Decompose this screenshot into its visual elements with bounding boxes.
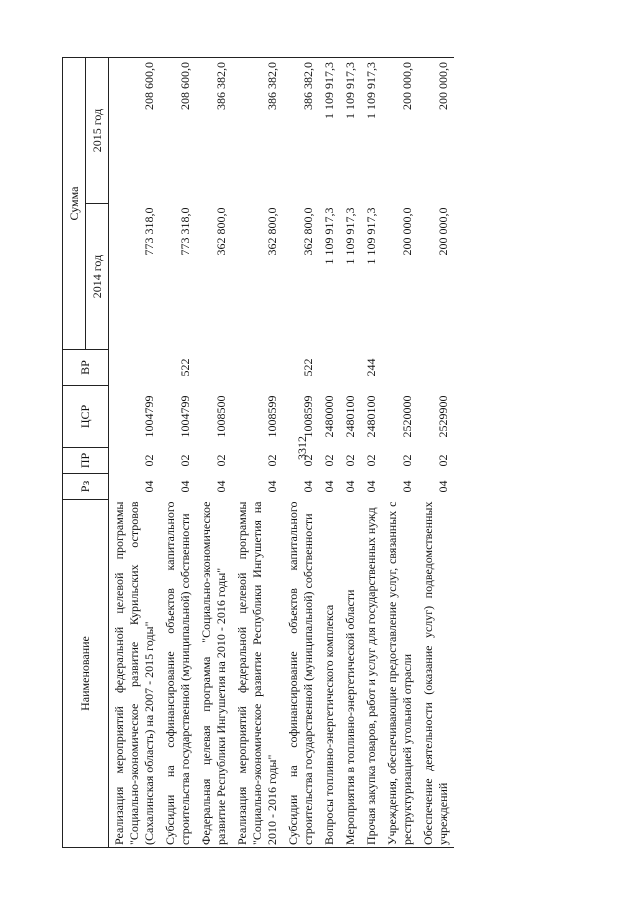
table-row [319,57,340,847]
cell-rz: 04 [265,480,279,493]
cell-y2014: 773 318,0 [142,207,156,256]
cell-csr: 1004799 [142,395,156,438]
table-row [232,57,283,847]
cell-y2014: 362 800,0 [214,207,228,256]
cell-rz: 04 [214,480,228,493]
cell-y2015: 386 382,0 [196,57,232,203]
cell-y2014: 362 800,0 [301,207,315,256]
cell-name: Мероприятия в топливно-энергетической области [340,500,361,848]
cell-pr: 02 [142,454,156,467]
cell-pr: 02 [400,454,414,467]
cell-y2014: 1 109 917,3 [343,207,357,265]
cell-name: Федеральная целевая программа "Социально-экономическое развитие Республики Ингушетия на 2010 - 2016 годы" [196,500,232,848]
cell-rz: 04 [301,480,315,493]
cell-pr: 02 [343,454,357,467]
cell-pr: 02 [301,454,315,467]
cell-vr: 244 [364,358,378,377]
cell-y2015: 208 600,0 [160,57,196,203]
cell-pr: 02 [178,454,192,467]
cell-name: Вопросы топливно-энергетического комплекса [319,500,340,848]
cell-name: Обеспечение деятельности (оказание услуг) подведомственных учреждений [418,500,454,848]
cell-csr: 2520000 [400,395,414,438]
cell-name: Субсидии на софинансирование объектов капитального строительства государственной (муниципальной) собственности [283,500,319,848]
cell-vr: 522 [178,358,192,377]
page-number: 3312 [295,436,309,460]
cell-name: Реализация мероприятий федеральной целевой программы "Социально-экономическое развитие Курильских островов (Сахалинская область) на 2007 - 2015 годы" [109,500,161,848]
cell-pr: 02 [364,454,378,467]
table-row [418,57,454,847]
cell-y2015: 1 109 917,3 [361,57,382,203]
header-csr: ЦСР [63,386,109,448]
cell-rz: 04 [436,480,450,493]
cell-vr [319,350,340,386]
cell-y2015: 386 382,0 [283,57,319,203]
cell-name: Субсидии на софинансирование объектов капитального строительства государственной (муниципальной) собственности [160,500,196,848]
cell-vr [340,350,361,386]
cell-csr: 1008599 [301,395,315,438]
cell-y2014: 773 318,0 [178,207,192,256]
table-row [196,57,232,847]
header-2015: 2015 год [86,57,109,203]
cell-rz: 04 [142,480,156,493]
cell-csr: 2480100 [364,395,378,438]
cell-y2015: 1 109 917,3 [340,57,361,203]
cell-name: Учреждения, обеспечивающие предоставление услуг, связанных с реструктуризацией угольной отрасли [382,500,418,848]
cell-pr: 02 [322,454,336,467]
header-name: Наименование [63,500,109,848]
cell-vr: 522 [301,358,315,377]
cell-y2014: 200 000,0 [436,207,450,256]
cell-vr [196,350,232,386]
cell-csr: 2480100 [343,395,357,438]
cell-y2015: 1 109 917,3 [319,57,340,203]
cell-y2015: 200 000,0 [382,57,418,203]
cell-vr [232,350,283,386]
cell-name: Реализация мероприятий федеральной целевой программы "Социально-экономическое развитие Республики Ингушетия на 2010 - 2016 годы" [232,500,283,848]
cell-name: Прочая закупка товаров, работ и услуг для государственных нужд [361,500,382,848]
header-2014: 2014 год [86,204,109,350]
cell-rz: 04 [343,480,357,493]
cell-y2014: 1 109 917,3 [364,207,378,265]
cell-csr: 1008599 [265,395,279,438]
cell-y2014: 1 109 917,3 [322,207,336,265]
cell-vr [109,350,161,386]
table-row [109,57,161,847]
budget-table [62,57,454,848]
header-pr: ПР [63,448,109,474]
cell-pr: 02 [214,454,228,467]
cell-y2015: 386 382,0 [232,57,283,203]
table-row [361,57,382,847]
cell-csr: 2529900 [436,395,450,438]
cell-y2014: 362 800,0 [265,207,279,256]
table-row [382,57,418,847]
cell-pr: 02 [436,454,450,467]
cell-csr: 1004799 [178,395,192,438]
cell-y2014: 200 000,0 [400,207,414,256]
cell-rz: 04 [178,480,192,493]
cell-csr: 1008500 [214,395,228,438]
budget-table-sheet [62,58,622,848]
header-sum: Сумма [63,57,86,349]
cell-rz: 04 [364,480,378,493]
header-rz: Рз [63,474,109,500]
cell-vr [382,350,418,386]
cell-rz: 04 [400,480,414,493]
cell-csr: 2480000 [322,395,336,438]
cell-rz: 04 [322,480,336,493]
table-row [160,57,196,847]
cell-y2015: 200 000,0 [418,57,454,203]
cell-y2015: 208 600,0 [109,57,161,203]
cell-vr [418,350,454,386]
table-row [340,57,361,847]
cell-pr: 02 [265,454,279,467]
header-vr: ВР [63,350,109,386]
table-row [283,57,319,847]
